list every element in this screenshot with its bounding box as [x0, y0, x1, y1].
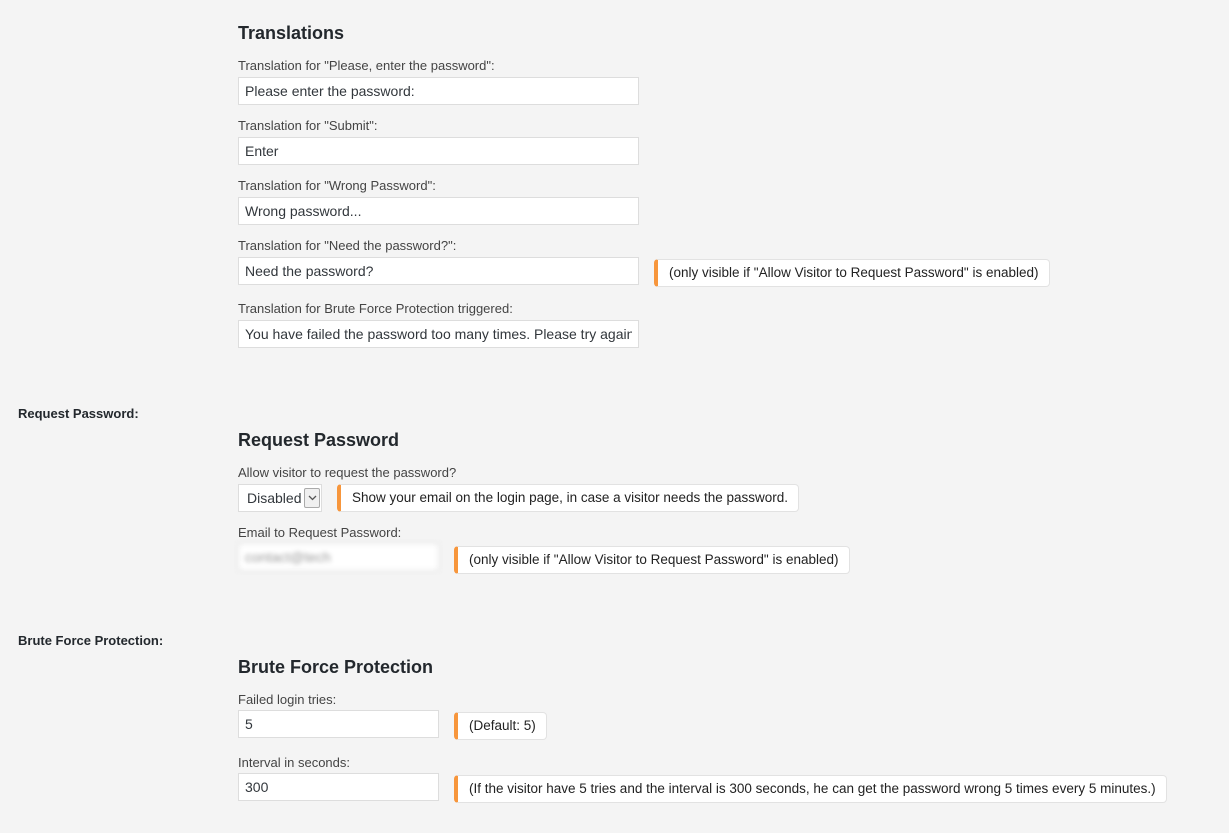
allow-request-label: Allow visitor to request the password?: [238, 465, 457, 480]
request-password-title: Request Password: [238, 430, 400, 450]
need-password-hint: (only visible if "Allow Visitor to Request Password" is enabled): [654, 259, 1050, 287]
failed-tries-label: Failed login tries:: [238, 692, 337, 707]
translations-title: Translations: [238, 23, 345, 43]
interval-label: Interval in seconds:: [238, 755, 351, 770]
allow-request-hint: Show your email on the login page, in case a visitor needs the password.: [337, 484, 799, 512]
translation-wrong-password-input[interactable]: [238, 197, 639, 225]
email-request-input[interactable]: [238, 543, 439, 571]
translation-brute-force-label: Translation for Brute Force Protection triggered:: [238, 301, 513, 316]
translation-submit-input[interactable]: [238, 137, 639, 165]
request-password-row-label: Request Password:: [18, 406, 139, 421]
allow-request-select[interactable]: [238, 484, 322, 512]
interval-hint: (If the visitor have 5 tries and the interval is 300 seconds, he can get the password wrong 5 times every 5 minutes.): [454, 775, 1167, 803]
translation-brute-force-input[interactable]: [238, 320, 639, 348]
failed-tries-input[interactable]: [238, 710, 439, 738]
interval-input[interactable]: [238, 773, 439, 801]
translation-submit-label: Translation for "Submit":: [238, 118, 378, 133]
brute-force-title: Brute Force Protection: [238, 657, 434, 677]
failed-tries-hint: (Default: 5): [454, 712, 547, 740]
translation-enter-password-label: Translation for "Please, enter the password":: [238, 58, 495, 73]
translation-enter-password-input[interactable]: [238, 77, 639, 105]
allow-request-selected-value: Disabled: [247, 490, 302, 506]
translation-need-password-label: Translation for "Need the password?":: [238, 238, 457, 253]
translation-wrong-password-label: Translation for "Wrong Password":: [238, 178, 436, 193]
email-request-label: Email to Request Password:: [238, 525, 402, 540]
chevron-down-icon[interactable]: [304, 488, 320, 508]
brute-force-row-label: Brute Force Protection:: [18, 633, 164, 648]
email-request-hint: (only visible if "Allow Visitor to Request Password" is enabled): [454, 546, 850, 574]
translation-need-password-input[interactable]: [238, 257, 639, 285]
